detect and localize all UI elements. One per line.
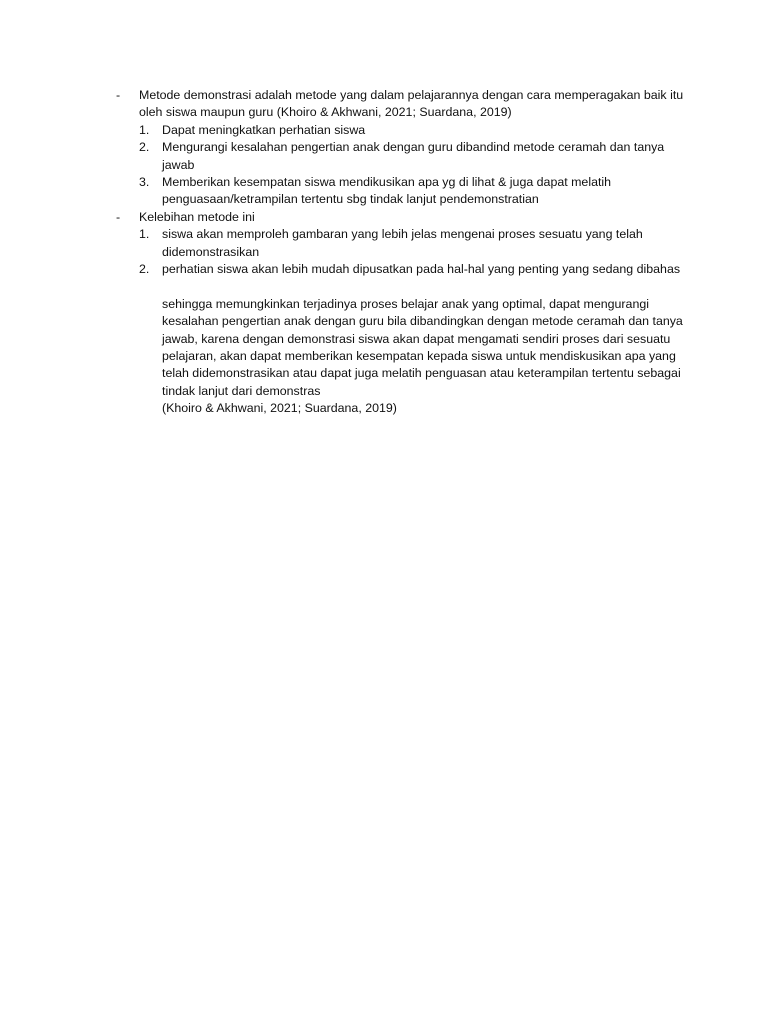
summary-paragraph xyxy=(114,296,684,418)
list-number: 3. xyxy=(139,175,150,190)
list-item xyxy=(114,122,684,139)
list-number: 2. xyxy=(139,140,150,155)
list-item-text: Mengurangi kesalahan pengertian anak dengan guru dibandind metode ceramah dan tanya jawab xyxy=(162,140,665,172)
bullet-marker: - xyxy=(116,209,121,224)
list-item xyxy=(114,226,684,261)
bullet-item-definition xyxy=(114,87,684,122)
bullet-text: Metode demonstrasi adalah metode yang dalam pelajarannya dengan cara memperagakan baik itu oleh siswa maupun guru (Khoiro & Akhwani, 2021; Suardana, 2019) xyxy=(139,88,684,120)
list-item xyxy=(114,174,684,209)
list-item xyxy=(114,261,684,278)
list-item-text: perhatian siswa akan lebih mudah dipusatkan pada hal-hal yang penting yang sedang dibahas xyxy=(162,262,681,277)
list-number: 1. xyxy=(139,227,150,242)
bullet-text: Kelebihan metode ini xyxy=(139,209,255,224)
list-item xyxy=(114,139,684,174)
numbered-list-advantages xyxy=(114,226,684,278)
list-item-text: Memberikan kesempatan siswa mendikusikan apa yg di lihat & juga dapat melatih penguasaan/ketrampilan tertentu sbg tindak lanjut pendemonstratian xyxy=(162,175,612,207)
list-item-text: siswa akan memproleh gambaran yang lebih jelas mengenai proses sesuatu yang telah didemonstrasikan xyxy=(162,227,643,259)
numbered-list-benefits xyxy=(114,122,684,209)
citation: (Khoiro & Akhwani, 2021; Suardana, 2019) xyxy=(162,401,397,416)
bullet-marker: - xyxy=(116,88,121,102)
paragraph-text: sehingga memungkinkan terjadinya proses belajar anak yang optimal, dapat mengurangi kesalahan pengertian anak dengan guru bila dibandingkan dengan metode ceramah dan tanya jawab, karena dengan demonstrasi siswa akan dapat mengamati sendiri proses dari sesuatu pelajaran, akan dapat memberikan kesempatan kepada siswa untuk mendiskusikan apa yang telah didemonstrasikan atau dapat juga melatih penguasan atau keterampilan tertentu sebagai tindak lanjut dari demonstras xyxy=(162,296,683,398)
list-number: 2. xyxy=(139,262,150,277)
bullet-item-advantages xyxy=(114,209,684,226)
list-item-text: Dapat meningkatkan perhatian siswa xyxy=(162,122,366,137)
list-number: 1. xyxy=(139,122,150,137)
document-body xyxy=(114,87,684,418)
